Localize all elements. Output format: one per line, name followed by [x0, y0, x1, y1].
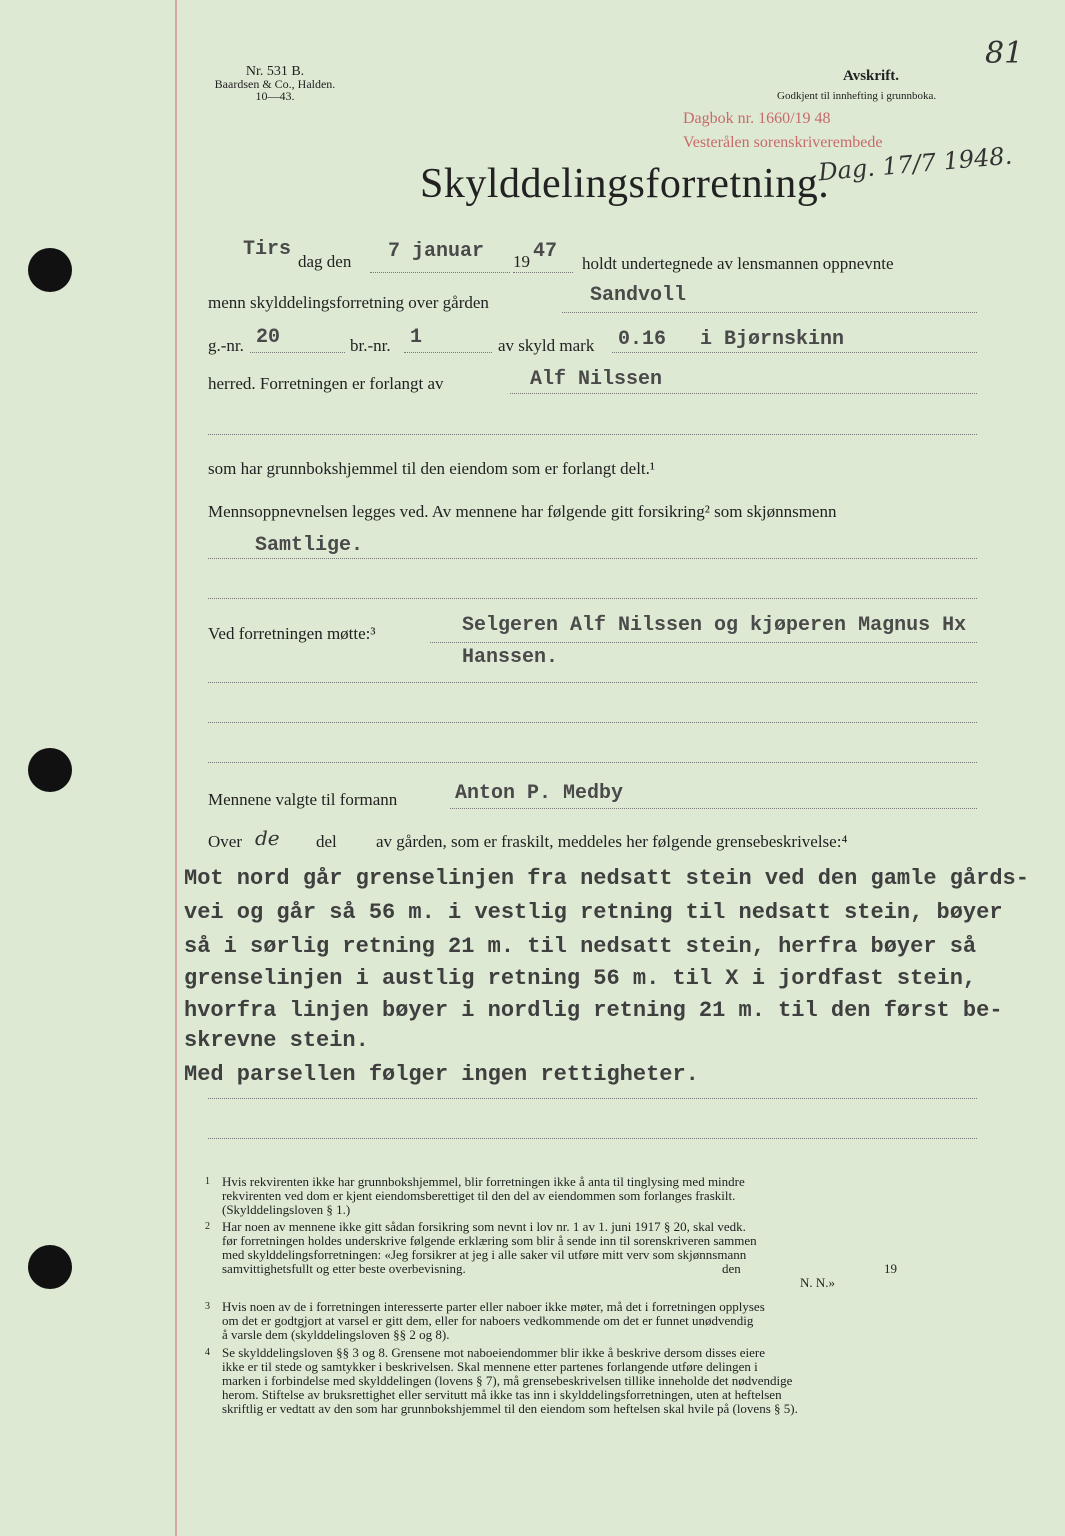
gnr-label: g.-nr.: [208, 336, 244, 355]
boundary-line: skrevne stein.: [184, 1028, 369, 1053]
bnr-label: br.-nr.: [350, 336, 391, 355]
year-fill: 47: [533, 240, 558, 263]
boundary-line: Mot nord går grenselinjen fra nedsatt stein ved den gamle gårds-: [184, 866, 1029, 891]
attended-line-1: Selgeren Alf Nilssen og kjøperen Magnus Hx: [462, 614, 967, 637]
year-prefix: 19: [513, 252, 530, 271]
boundary-line: så i sørlig retning 21 m. til nedsatt stein, herfra bøyer så: [184, 934, 977, 959]
margin-rule: [175, 0, 177, 1536]
form-number: Nr. 531 B.: [245, 64, 305, 79]
boundary-line: Med parsellen følger ingen rettigheter.: [184, 1062, 699, 1087]
day-label: dag den: [298, 252, 352, 271]
attended-line-2: Hanssen.: [462, 646, 559, 669]
boundary-line: vei og går så 56 m. i vestlig retning til nedsatt stein, bøyer: [184, 900, 1003, 925]
registration-date: Dag. 17/7 1948.: [817, 141, 1014, 187]
held-text: holdt undertegnede av lensmannen oppnevnte: [582, 254, 894, 273]
document-title: Skylddelingsforretning.: [420, 161, 830, 207]
chair-label: Mennene valgte til formann: [208, 790, 398, 809]
approved-note: Godkjent til innhefting i grunnboka.: [777, 90, 937, 102]
del-text: del: [316, 832, 337, 851]
footnote-1: 1 Hvis rekvirenten ikke har grunnbokshjemmel, blir forretningen ikke å anta til tinglysing med mindre rekvirenten ved dom er kjent eiendomsberettiget til den del av eiendommen som forlanges fraskilt. (Skylddelingsloven § 1.): [205, 1174, 745, 1217]
municipality-fill: i Bjørnskinn: [700, 328, 845, 351]
court-stamp: Vesterålen sorenskriverembede: [683, 134, 883, 151]
boundary-line: grenselinjen i austlig retning 56 m. til X i jordfast stein,: [184, 966, 977, 991]
menn-text: Mennsoppnevnelsen legges ved. Av mennene har følgende gitt forsikring² som skjønnsmenn: [208, 502, 837, 521]
punch-hole: [28, 1245, 72, 1289]
footnote-2: 2 Har noen av mennene ikke gitt sådan forsikring som nevnt i lov nr. 1 av 1. juni 1917 § 20, skal vedk. før forretningen holdes underskrive følgende erklæring som blir å sende inn til sorenskriveren sammen med skylddelingsforretningen: «Jeg forsikrer at jeg i alle saker vil utføre mitt verv som skjønnsmann samvittighetsfullt og etter beste overbevisning. den 19 N. N.»: [205, 1219, 897, 1290]
diary-stamp: Dagbok nr. 1660/19 48: [683, 110, 831, 127]
over-fill: de: [255, 826, 280, 850]
skyld-label: av skyld mark: [498, 336, 595, 355]
punch-hole: [28, 748, 72, 792]
print-date: 10—43.: [255, 89, 295, 103]
weekday-fill: Tirs: [243, 238, 292, 261]
punch-hole: [28, 248, 72, 292]
over-label: Over: [208, 832, 242, 851]
farm-fill: Sandvoll: [590, 284, 687, 307]
bnr-fill: 1: [410, 326, 423, 349]
men-text: menn skylddelingsforretning over gården: [208, 293, 489, 312]
skyld-fill: 0.16: [618, 328, 667, 351]
grunnbok-text: som har grunnbokshjemmel til den eiendom som er forlangt delt.¹: [208, 459, 656, 478]
printer-name: Baardsen & Co., Halden.: [214, 77, 336, 91]
boundary-intro: av gården, som er fraskilt, meddeles her følgende grensebeskrivelse:⁴: [376, 832, 848, 851]
copy-label: Avskrift.: [843, 68, 899, 84]
chair-fill: Anton P. Medby: [455, 782, 624, 805]
page-number: 81: [985, 36, 1024, 71]
requester-fill: Alf Nilssen: [530, 368, 663, 391]
footnote-3: 3 Hvis noen av de i forretningen interesserte parter eller naboer ikke møter, må det i forretningen opplyses om det er godtgjort at varsel er gitt dem, eller for naboers vedkommende om det er funnet unødvendig å varsle dem (skylddelingsloven §§ 2 og 8).: [205, 1299, 765, 1342]
gnr-fill: 20: [256, 326, 281, 349]
date-fill: 7 januar: [388, 240, 485, 263]
insured-fill: Samtlige.: [255, 534, 364, 557]
form-number-block: [205, 66, 345, 102]
footnote-4: 4 Se skylddelingsloven §§ 3 og 8. Grensene mot naboeiendommer blir ikke å beskrive dersom disses eiere ikke er til stede og samtykker i beskrivelsen. Skal mennene etter partenes forlangende utføre delingen i marken i forbindelse med skylddelingen (lovens § 7), må grensebeskrivelsen tillike inneholde det nødvendige herom. Stiftelse av bruksrettighet eller servitutt må ikke tas inn i skylddelingsforretningen, uten at heftelsen skriftlig er vedtatt av den som har grunnbokshjemmel til den eiendom som heftelsen skal hvile på (lovens § 5).: [205, 1345, 798, 1416]
boundary-line: hvorfra linjen bøyer i nordlig retning 21 m. til den først be-: [184, 998, 1003, 1023]
herred-text: herred. Forretningen er forlangt av: [208, 374, 444, 393]
attended-label: Ved forretningen møtte:³: [208, 624, 376, 643]
